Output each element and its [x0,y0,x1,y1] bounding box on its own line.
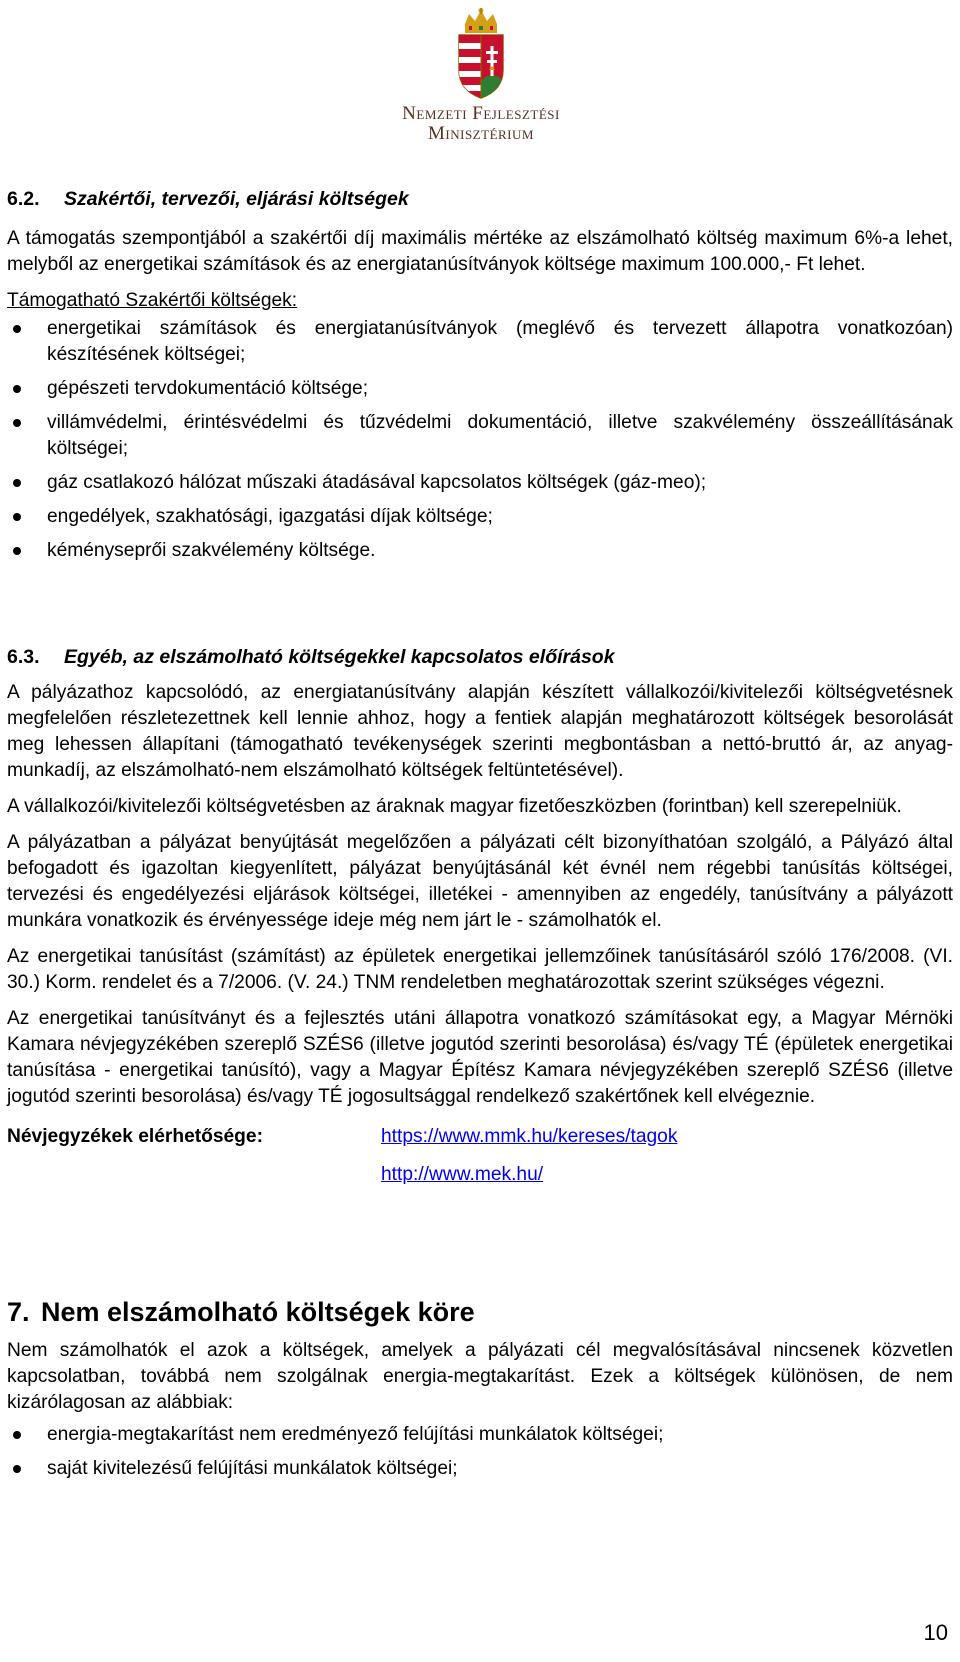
section-title: Egyéb, az elszámolható költségekkel kapcsolatos előírások [64,646,615,668]
section-number: 7. [7,1297,30,1327]
section-6-2-intro: A támogatás szempontjából a szakértői díj maximális mértéke az elszámolható költség maximum 6%-a lehet, melyből az energetikai számítások és az energiatanúsítványok költsége maximum 100.000,- Ft lehet. [7,228,953,275]
paragraph: A vállalkozói/kivitelezői költségvetésben az áraknak magyar fizetőeszközben (forintban) kell szerepelniük. [7,796,902,817]
page-number: 10 [923,1620,948,1645]
section-6-3 [7,644,953,1188]
ministry-logo [376,8,586,148]
mmk-link[interactable]: https://www.mmk.hu/kereses/tagok [381,1126,678,1147]
bullet-icon [13,385,21,393]
list-item: energia-megtakarítást nem eredményező felújítási munkálatok költségei; [7,1422,953,1448]
bullet-icon [13,547,21,555]
list-item: gépészeti tervdokumentáció költsége; [7,376,953,402]
supported-costs-title: Támogatható Szakértői költségek: [7,290,298,311]
section-7 [7,1296,953,1482]
paragraph: A pályázatban a pályázat benyújtását megelőzően a pályázati célt bizonyíthatóan szolgáló, a Pályázó által befogadott és igazoltan kiegyenlített, pályázat benyújtásánál két évnél nem régebbi tanúsítás költségei, tervezési és engedélyezési eljárások költségei, illetékei - amennyiben az engedély, tanúsítvány a pályázott munkára vonatkozik és érvényessége ideje még nem járt le - számolhatók el. [7,832,953,931]
bullet-icon [13,1431,21,1439]
paragraph: A pályázathoz kapcsolódó, az energiatanúsítvány alapján készített vállalkozói/kivitelezői költségvetésnek megfelelően részletezettnek kell lennie ahhoz, hogy a fentiek alapján meghatározott költségek besorolását meg lehessen állapítani (támogatható tevékenységek szerinti megbontásban a nettó-bruttó ár, az anyag-munkadíj, az elszámolható-nem elszámolható költségek feltüntetésével). [7,682,953,781]
list-item: gáz csatlakozó hálózat műszaki átadásával kapcsolatos költségek (gáz-meo); [7,470,953,496]
mek-link[interactable]: http://www.mek.hu/ [381,1164,544,1185]
paragraph: Az energetikai tanúsítványt és a fejlesztés utáni állapotra vonatkozó számításokat egy, a Magyar Mérnöki Kamara névjegyzékében szereplő SZÉS6 (illetve jogutód szerinti besorolása) és/vagy TÉ (épületek energetikai tanúsítása - energetikai tanúsító), vagy a Magyar Építész Kamara névjegyzékében szereplő SZÉS6 (illetve jogutód szerinti besorolása) és/vagy TÉ jogosultsággal rendelkező szakértőnek kell elvégeznie. [7,1008,953,1107]
links-column [381,1124,677,1188]
ministry-name-line2: Minisztérium [428,123,534,144]
section-number: 6.2. [7,188,40,210]
section-6-3-heading [7,644,953,670]
section-number: 6.3. [7,646,40,668]
bullet-icon [13,479,21,487]
list-item: kéményseprői szakvélemény költsége. [7,538,953,564]
section-7-heading [7,1296,953,1328]
directory-links [7,1124,953,1188]
supported-costs-list [7,316,953,564]
bullet-icon [13,513,21,521]
list-item: engedélyek, szakhatósági, igazgatási díjak költsége; [7,504,953,530]
section-title: Szakértői, tervezői, eljárási költségek [64,188,409,210]
paragraph: Az energetikai tanúsítást (számítást) az épületek energetikai jellemzőinek tanúsításáról szóló 176/2008. (VI. 30.) Korm. rendelet és a 7/2006. (V. 24.) TNM rendeletben meghatározottak szerint szükséges végezni. [7,946,953,993]
ministry-name-line1: Nemzeti Fejlesztési [402,103,560,124]
section-6-2-heading [7,186,953,212]
bullet-icon [13,419,21,427]
list-item: energetikai számítások és energiatanúsítványok (meglévő és tervezett állapotra vonatkozóan) készítésének költségei; [7,316,953,368]
bullet-icon [13,1465,21,1473]
directory-label: Névjegyzékek elérhetősége: [7,1126,263,1147]
section-title: Nem elszámolható költségek köre [41,1297,475,1327]
section-7-intro: Nem számolhatók el azok a költségek, amelyek a pályázati cél megvalósításával nincsenek közvetlen kapcsolatban, továbbá nem szolgálnak energia-megtakarítást. Ezek a költségek különösen, de nem kizárólagosan az alábbiak: [7,1340,953,1413]
non-eligible-costs-list [7,1422,953,1482]
coat-of-arms-icon [451,8,511,100]
bullet-icon [13,325,21,333]
section-6-2 [7,186,953,564]
list-item: villámvédelmi, érintésvédelmi és tűzvédelmi dokumentáció, illetve szakvélemény összeállításának költségei; [7,410,953,462]
list-item: saját kivitelezésű felújítási munkálatok költségei; [7,1456,953,1482]
